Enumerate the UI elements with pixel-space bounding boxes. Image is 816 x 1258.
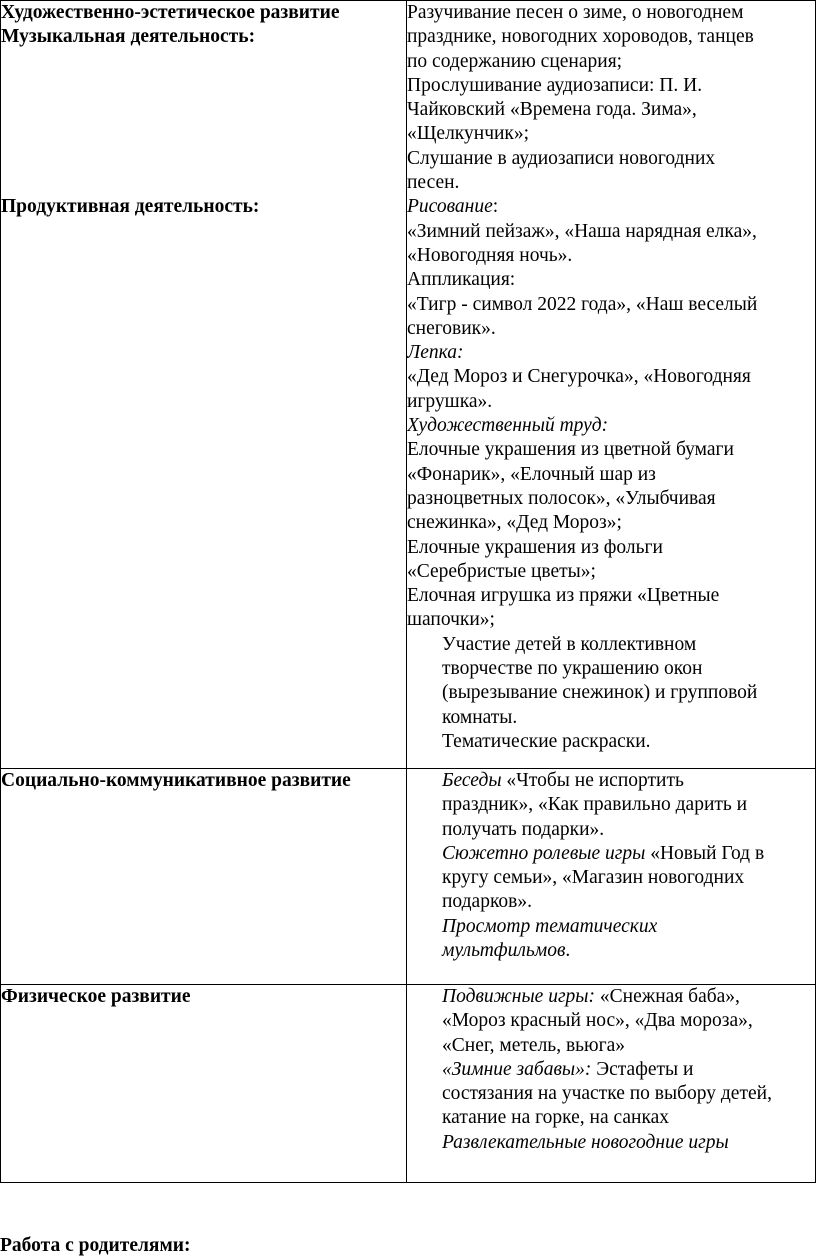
area-cell-social (1, 769, 407, 985)
text-line: Прослушивание аудиозаписи: П. И. (407, 74, 703, 96)
drawing-colon: : (492, 196, 499, 218)
area-cell-artistic (1, 1, 407, 769)
cartoons-text: мультфильмов (442, 940, 566, 962)
text-line: творчестве по украшению окон (442, 658, 703, 680)
text-line: Разучивание песен о зиме, о новогоднем (407, 2, 744, 23)
content-cell-social (407, 769, 816, 985)
collective-activities (407, 633, 815, 754)
text-line: комнаты. (442, 706, 518, 728)
physical-activities (407, 985, 815, 1155)
text-line: получать подарки». (442, 818, 605, 840)
winter-text: Эстафеты и (591, 1058, 694, 1080)
drawing-activities (407, 195, 815, 268)
text-line: «Дед Мороз и Снегурочка», «Новогодняя (407, 366, 751, 388)
applique-label: Аппликация: (407, 269, 516, 291)
text-line: Слушание в аудиозаписи новогодних (407, 147, 716, 169)
talks-first-line (442, 769, 815, 793)
drawing-label: Рисование (407, 196, 493, 218)
roleplay-first-line (442, 842, 815, 866)
table-row (1, 769, 816, 985)
text-line: «Новогодняя ночь». (407, 244, 573, 266)
roleplay-text: «Новый Год в (645, 842, 765, 864)
text-line: «Снег, метель, вьюга» (442, 1034, 626, 1056)
area-heading-artistic: Художественно-эстетическое развитие (1, 2, 340, 23)
text-line: «Щелкунчик»; (407, 123, 530, 145)
modeling-label: Лепка: (407, 342, 464, 364)
text-line: снеговик». (407, 317, 496, 339)
text-line: «Тигр - символ 2022 года», «Наш веселый (407, 293, 758, 315)
text-line: Чайковский «Времена года. Зима», (407, 99, 697, 121)
text-line: разноцветных полосок», «Улыбчивая (407, 487, 716, 509)
cartoons-line-1: Просмотр тематических (442, 915, 658, 937)
text-line: Участие детей в коллективном (442, 633, 697, 655)
content-cell-artistic (407, 1, 816, 769)
text-line: по содержанию сценария; (407, 50, 623, 72)
talks-text: «Чтобы не испортить (501, 770, 684, 791)
modeling-activities (407, 341, 815, 414)
text-line: песен. (407, 172, 460, 194)
text-line: снежинка», «Дед Мороз»; (407, 512, 622, 534)
social-activities (407, 769, 815, 963)
text-line: состязания на участке по выбору детей, (442, 1083, 772, 1105)
games-text: «Снежная баба», (595, 986, 740, 1007)
text-line: кругу семьи», «Магазин новогодних (442, 867, 745, 889)
winter-first-line (442, 1058, 815, 1082)
craft-activities (407, 414, 815, 633)
roleplay-label: Сюжетно ролевые игры (442, 842, 646, 864)
talks-label: Беседы (442, 770, 502, 791)
text-line: игрушка». (407, 390, 493, 412)
text-line: «Зимний пейзаж», «Наша нарядная елка», (407, 220, 757, 242)
text-line: Елочные украшения из цветной бумаги (407, 439, 734, 461)
craft-label: Художественный труд: (407, 415, 609, 437)
content-cell-physical (407, 985, 816, 1183)
text-line: «Мороз красный нос», «Два мороза», (442, 1010, 753, 1032)
text-line: «Фонарик», «Елочный шар из (407, 463, 656, 485)
spacer (1, 50, 406, 195)
text-line: подарков». (442, 891, 533, 913)
applique-activities (407, 268, 815, 341)
area-heading-social: Социально-коммуникативное развитие (1, 770, 351, 791)
table-row (1, 985, 816, 1183)
text-line: Елочная игрушка из пряжи «Цветные (407, 585, 720, 607)
text-line: Тематические раскраски. (442, 730, 651, 752)
text-line: Елочные украшения из фольги (407, 536, 663, 558)
cartoons-line-2 (442, 939, 815, 963)
text-line: шапочки»; (407, 609, 495, 631)
text-line: «Серебристые цветы»; (407, 560, 596, 582)
fun-games-line: Развлекательные новогодние игры (442, 1131, 729, 1153)
subheading-music: Музыкальная деятельность: (1, 26, 256, 48)
drawing-label-line (407, 195, 815, 219)
parents-section-heading: Работа с родителями: (0, 1235, 191, 1256)
text-line: празднике, новогодних хороводов, танцев (407, 26, 754, 48)
area-cell-physical (1, 985, 407, 1183)
cartoons-period: . (565, 940, 571, 962)
winter-label: «Зимние забавы»: (442, 1058, 592, 1080)
games-label: Подвижные игры: (442, 986, 596, 1007)
area-heading-physical: Физическое развитие (1, 986, 191, 1007)
text-line: катание на горке, на санках (442, 1107, 670, 1129)
games-first-line (442, 985, 815, 1009)
table-row (1, 1, 816, 769)
text-line: (вырезывание снежинок) и групповой (442, 682, 758, 704)
text-line: праздник», «Как правильно дарить и (442, 794, 748, 816)
subheading-productive: Продуктивная деятельность: (1, 195, 260, 217)
music-activities (407, 1, 815, 195)
